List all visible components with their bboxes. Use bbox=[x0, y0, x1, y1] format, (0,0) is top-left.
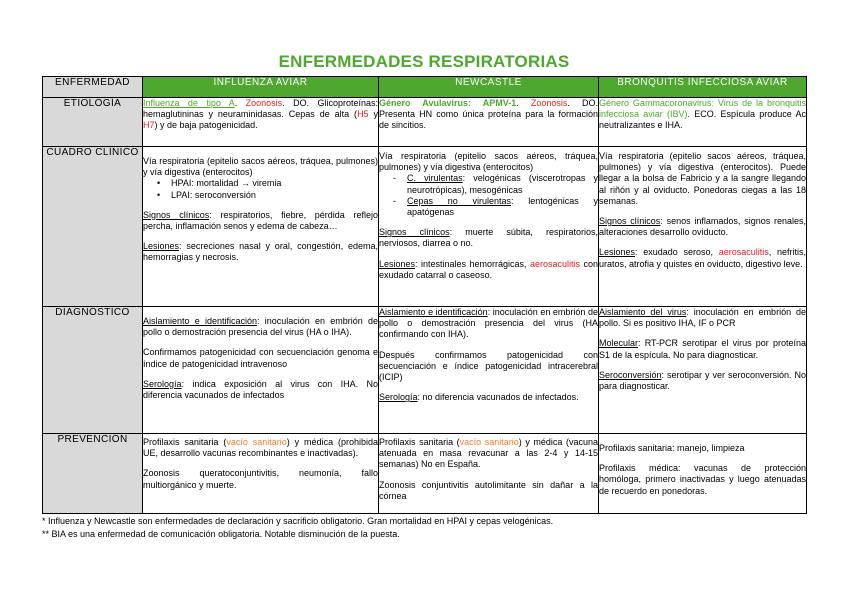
row-label-prevencion: PREVENCIÓN bbox=[43, 434, 143, 514]
row-prevencion bbox=[43, 434, 807, 514]
cell-cuadro-newcastle: Vía respiratoria (epitelio sacos aéreos, tráquea, pulmones) y vía digestiva (enterocitos) - C. virulentas: velogénicas (viscerotropas y neurotrópicas), mesogénicas - Cepas no virulentas: lentogénicas y apatógenas Signos clínicos: muerte súbita, respiratorios, nerviosos, diarrea o no. Lesiones: intestinales hemorrágicas, aerosaculitis con exudado catarral o caseoso. bbox=[379, 147, 599, 307]
cell-prevencion-bronquitis: Profilaxis sanitaria: manejo, limpieza Profilaxis médica: vacunas de protección homóloga, primero inactivadas y luego atenuadas de recuerdo en ponedoras. bbox=[599, 434, 807, 514]
cell-etiologia-newcastle: Género Avulavirus: APMV-1. Zoonosis. DO. Presenta HN como única proteína para la formación de sincitios. bbox=[379, 98, 599, 147]
footnote-1: * Influenza y Newcastle son enfermedades de declaración y sacrificio obligatorio. Gran mortalidad en HPAI y cepas velogénicas. bbox=[42, 516, 554, 526]
row-label-diagnostico: DIAGNÓSTICO bbox=[43, 307, 143, 434]
row-etiologia bbox=[43, 98, 807, 147]
diseases-table bbox=[42, 76, 807, 514]
row-label-etiologia: ETIOLOGÍA bbox=[43, 98, 143, 147]
page-title: ENFERMEDADES RESPIRATORIAS bbox=[278, 52, 570, 71]
header-influenza: INFLUENZA AVIAR bbox=[143, 77, 379, 98]
header-row bbox=[43, 77, 807, 98]
cell-etiologia-bronquitis: Género Gammacoronavirus: Virus de la bronquitis infecciosa aviar (IBV). ECO. Espícula produce Ac neutralizantes e IHA. bbox=[599, 98, 807, 147]
row-cuadro-clinico bbox=[43, 147, 807, 307]
cell-diagnostico-bronquitis: Aislamiento del virus: inoculación en embrión de pollo. Si es positivo IHA, IF o PCR Molecular: RT-PCR serotipar el virus por proteína S1 de la espícula. No para diagnosticar. Seroconversión: serotipar y ver seroconversión. No para diagnosticar. bbox=[599, 307, 807, 434]
cell-cuadro-bronquitis: Vía respiratoria (epitelio sacos aéreos, tráquea, pulmones) y vía digestiva (enterocitos). Puede llegar a la bolsa de Fabricio y a la sangre llegando al riñón y al oviducto. Ponedoras ciegas a las 18 semanas. Signos clínicos: senos inflamados, signos renales, alteraciones desarrollo oviducto. Lesiones: exudado seroso, aerosaculitis, nefritis, uratos, atrofia y quistes en oviducto, digestivo leve. bbox=[599, 147, 807, 307]
cell-diagnostico-influenza: Aislamiento e identificación: inoculación en embrión de pollo o demostración presencia del virus (HA o IHA). Confirmamos patogenicidad con secuenciación genoma e índice de patogenicidad intravenoso Serología: indica exposición al virus con IHA. No diferencia vacunados de infectados bbox=[143, 307, 379, 434]
row-diagnostico bbox=[43, 307, 807, 434]
cell-cuadro-influenza: Vía respiratoria (epitelio sacos aéreos, tráquea, pulmones) y vía digestiva (enterocitos) • HPAI: mortalidad → viremia • LPAI: seroconversión Signos clínicos: respiratorios, fiebre, pérdida reflejo percha, inflamación senos y edema de cabeza… Lesiones: secreciones nasal y oral, congestión, edema, hemorragias y necrosis. bbox=[143, 147, 379, 307]
header-newcastle: NEWCASTLE bbox=[379, 77, 599, 98]
footnote-2: ** BIA es una enfermedad de comunicación obligatoria. Notable disminución de la puesta. bbox=[42, 529, 400, 539]
row-label-cuadro: CUADRO CLÍNICO bbox=[43, 147, 143, 307]
header-bronquitis: BRONQUITIS INFECCIOSA AVIAR bbox=[599, 77, 807, 98]
cell-prevencion-newcastle: Profilaxis sanitaria (vacío sanitario) y médica (vacuna atenuada en masa revacunar a las 2-4 y 14-15 semanas) No en España. Zoonosis conjuntivitis autolimitante sin dañar a la córnea bbox=[379, 434, 599, 514]
cell-prevencion-influenza: Profilaxis sanitaria (vacío sanitario) y médica (prohibida UE, desarrollo vacunas recombinantes e inactivadas). Zoonosis queratoconjuntivitis, neumonía, fallo multiorgánico y muerte. bbox=[143, 434, 379, 514]
cell-etiologia-influenza: Influenza de tipo A. Zoonosis. DO. Glicoproteínas: hemaglutininas y neuraminidasas. Cepas de alta (H5 y H7) y de baja patogenicidad. bbox=[143, 98, 379, 147]
header-enfermedad: ENFERMEDAD bbox=[43, 77, 143, 98]
cell-diagnostico-newcastle: Aislamiento e identificación: inoculación en embrión de pollo o demostración presencia del virus (HA confirmando con IHA). Después confirmamos patogenicidad con secuenciación e índice patogenicidad intracerebral (ICIP) Serología: no diferencia vacunados de infectados. bbox=[379, 307, 599, 434]
